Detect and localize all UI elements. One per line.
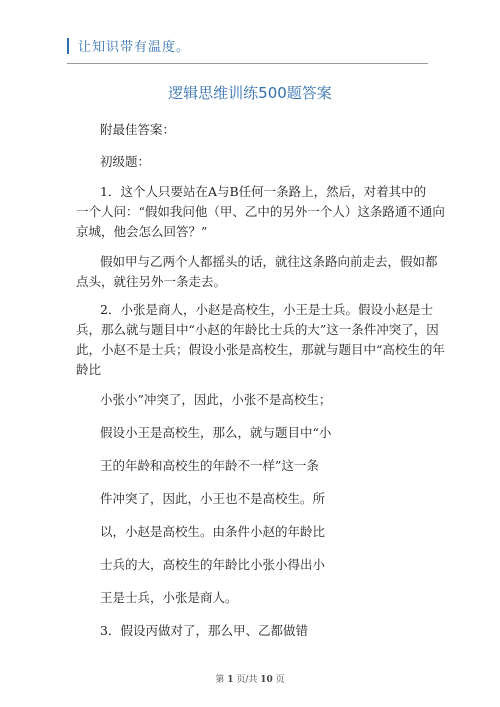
paragraph-line: 一个人问：“假如我问他（甲、乙中的另外一个人）这条路通不通向 — [76, 204, 445, 219]
paragraph-line: 龄比 — [76, 362, 102, 377]
paragraph-line: 京城，他会怎么回答？” — [76, 224, 208, 239]
paragraph-line: 以，小赵是高校生。由条件小赵的年龄比 — [100, 524, 326, 539]
footer-page-number: 1 — [227, 675, 234, 685]
paragraph-line: 1．这个人只要站在A与B任何一条路上，然后，对着其中的 — [100, 184, 427, 199]
paragraph-line: 假如甲与乙两个人都摇头的话，就往这条路向前走去，假如都 — [100, 254, 438, 269]
paragraph-line: 件冲突了，因此，小王也不是高校生。所 — [100, 491, 326, 506]
header-accent-bar — [67, 38, 69, 54]
footer-suffix: 页 — [275, 675, 285, 685]
paragraph-line: 此，小赵不是士兵；假设小张是高校生，那就与题目中“高校生的年 — [76, 342, 445, 357]
document-title: 逻辑思维训练500题答案 — [168, 84, 332, 102]
paragraph-line: 附最佳答案： — [100, 122, 176, 137]
paragraph-line: 假设小王是高校生，那么，就与题目中“小 — [100, 425, 332, 440]
footer-prefix: 第 — [215, 675, 225, 685]
paragraph-line: 兵，那么就与题目中“小赵的年龄比士兵的大”这一条件冲突了，因 — [76, 322, 439, 337]
footer-total-pages: 10 — [260, 675, 273, 685]
paragraph-line: 士兵的大，高校生的年龄比小张小得出小 — [100, 557, 326, 572]
paragraph-line: 王是士兵，小张是商人。 — [100, 590, 238, 605]
paragraph-line: 3．假设丙做对了，那么甲、乙都做错 — [100, 623, 308, 638]
footer-middle: 页/共 — [236, 675, 258, 685]
paragraph-line: 点头，就往另外一条走去。 — [76, 274, 227, 289]
page-footer — [0, 672, 500, 685]
paragraph-line: 初级题： — [100, 154, 151, 169]
header-divider — [67, 63, 428, 64]
paragraph-line: 2．小张是商人，小赵是高校生，小王是士兵。假设小赵是士 — [100, 302, 433, 317]
paragraph-line: 王的年龄和高校生的年龄不一样”这一条 — [100, 458, 319, 473]
header-slogan: 让知识带有温度。 — [78, 40, 191, 55]
paragraph-line: 小张小”冲突了，因此，小张不是高校生； — [100, 392, 332, 407]
